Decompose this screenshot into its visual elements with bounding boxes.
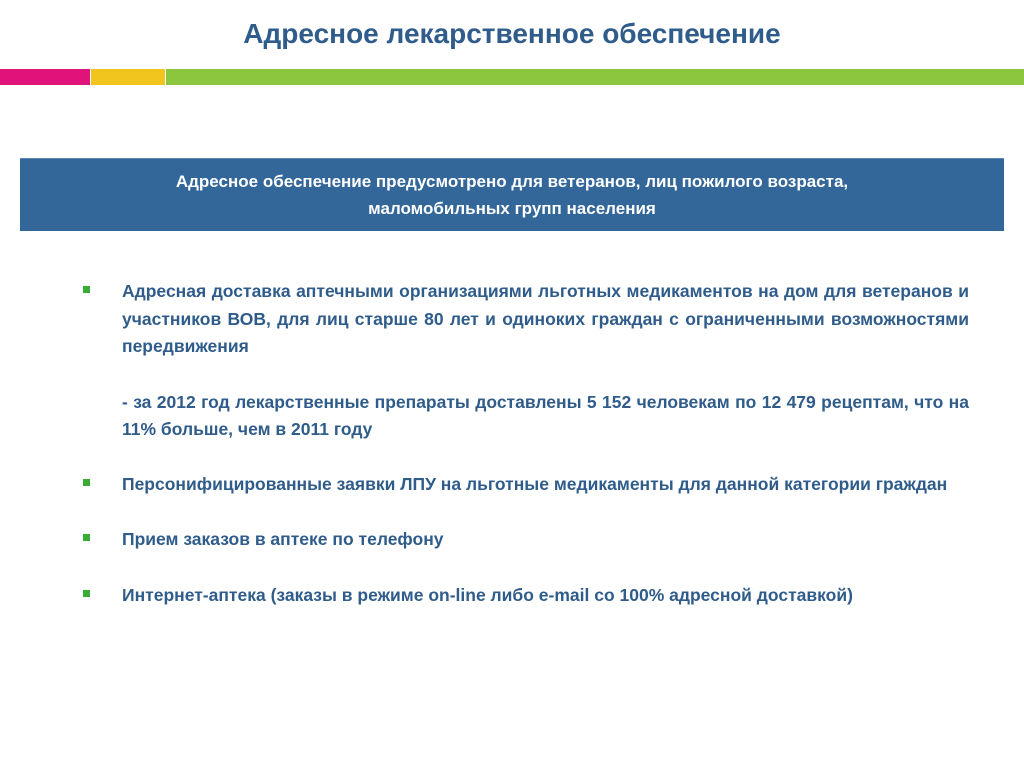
stripe-green-segment — [166, 69, 1024, 85]
list-item-text: - за 2012 год лекарственные препараты доставлены 5 152 человекам по 12 479 рецептам, что на 11% больше, чем в 2011 году — [122, 391, 969, 439]
banner-line-1: Адресное обеспечение предусмотрено для ветеранов, лиц пожилого возраста, — [175, 172, 849, 191]
list-item-text: Адресная доставка аптечными организациями льготных медикаментов на дом для ветеранов и участников ВОВ, для лиц старше 80 лет и одиноких граждан с ограниченными возможностями передвижения — [122, 281, 969, 356]
green-square-bullet-icon — [83, 534, 90, 541]
list-item-text: Прием заказов в аптеке по телефону — [122, 529, 444, 549]
info-banner — [20, 158, 1004, 231]
stripe-pink-segment — [0, 69, 90, 85]
green-square-bullet-icon — [83, 590, 90, 597]
banner-text — [176, 168, 848, 222]
page-title: Адресное лекарственное обеспечение — [243, 18, 781, 49]
decorative-stripe — [0, 69, 1024, 85]
bullet-list — [80, 278, 969, 609]
banner-line-2: маломобильных групп населения — [368, 199, 656, 218]
green-square-bullet-icon — [83, 479, 90, 486]
list-item-phone-orders — [80, 526, 969, 554]
list-item-delivery — [80, 278, 969, 361]
list-item-online-pharmacy — [80, 582, 969, 610]
list-item-text: Интернет-аптека (заказы в режиме on-line либо e-mail со 100% адресной доставкой) — [122, 584, 853, 605]
stripe-yellow-segment — [91, 69, 165, 85]
green-square-bullet-icon — [83, 286, 90, 293]
list-item-text: Персонифицированные заявки ЛПУ на льготные медикаменты для данной категории граждан — [122, 473, 948, 494]
list-item-statistics — [80, 389, 969, 444]
list-item-requests — [80, 471, 969, 499]
